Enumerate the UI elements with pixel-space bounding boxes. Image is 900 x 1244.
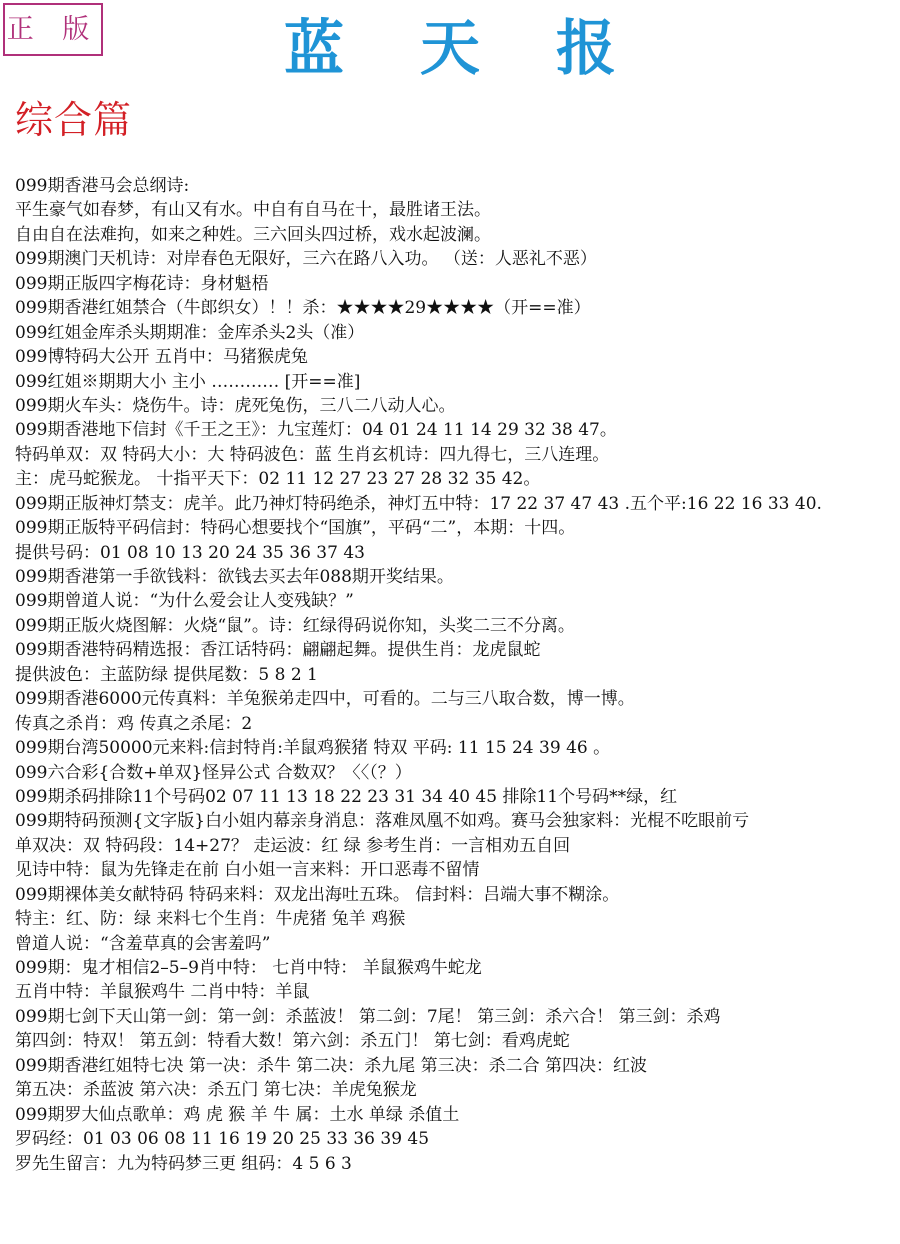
text-line: 099期正版火烧图解：火烧“鼠”。诗：红绿得码说你知，头奖二三不分离。: [15, 615, 575, 636]
text-line: 099期罗大仙点歌单：鸡 虎 猴 羊 牛 属：土水 单绿 杀值土: [15, 1104, 460, 1125]
text-line: 099红姐※期期大小 主小 ………… [开==准]: [15, 371, 361, 392]
text-line: 099六合彩{合数+单双}怪异公式 合数双？〈〈（？）: [15, 762, 412, 783]
text-line: 099期香港特码精选报：香江话特码：翩翩起舞。提供生肖：龙虎鼠蛇: [15, 640, 541, 661]
text-line: 099红姐金库杀头期期准：金库杀头2头（准）: [15, 322, 365, 343]
text-line: 099期香港红姐特七决 第一决：杀牛 第二决：杀九尾 第三决：杀二合 第四决：红波: [15, 1055, 648, 1076]
text-line: 见诗中特：鼠为先锋走在前 白小姐一言来料：开口恶毒不留情: [15, 860, 480, 881]
text-line: 099期裸体美女献特码 特码来料：双龙出海吐五珠。 信封料：吕端大事不糊涂。: [15, 884, 620, 905]
text-line: 099期曾道人说：“为什么爱会让人变残缺？”: [15, 591, 354, 612]
section-title: 综合篇: [15, 98, 133, 142]
text-line: 099期正版四字梅花诗：身材魁梧: [15, 273, 269, 294]
text-line: 099期火车头：烧伤牛。诗：虎死兔伤，三八二八动人心。: [15, 395, 456, 416]
text-line: 曾道人说：“含羞草真的会害羞吗”: [15, 933, 271, 954]
text-line: 099博特码大公开 五肖中：马猪猴虎兔: [15, 347, 308, 368]
text-line: 099期香港6000元传真料：羊兔猴弟走四中，可看的。二与三八取合数，博一博。: [15, 689, 635, 710]
text-line: 单双决：双 特码段：14+27？ 走运波：红 绿 参考生肖：一言相劝五自回: [15, 835, 571, 856]
text-line: 特码单双：双 特码大小：大 特码波色：蓝 生肖玄机诗：四九得七，三八连理。: [15, 444, 610, 465]
text-line: 提供号码：01 08 10 13 20 24 35 36 37 43: [15, 542, 365, 563]
text-line: 099期台湾50000元来料:信封特肖:羊鼠鸡猴猪 特双 平码: 11 15 24 39 46 。: [15, 738, 611, 759]
text-line: 099期香港地下信封《千王之王》：九宝莲灯：04 01 24 11 14 29 32 38 47。: [15, 420, 617, 441]
text-line: 099期：鬼才相信2–5–9肖中特： 七肖中特： 羊鼠猴鸡牛蛇龙: [15, 958, 482, 978]
text-line: 099期特码预测{文字版}白小姐内幕亲身消息：落难凤凰不如鸡。赛马会独家料：光棍不吃眼前亏: [15, 811, 750, 832]
text-line: 099期香港红姐禁合（牛郎织女）！！杀：★★★★29★★★★（开==准）: [15, 298, 591, 319]
text-line: 第四剑：特双！ 第五剑：特看大数！第六剑：杀五门！ 第七剑：看鸡虎蛇: [15, 1031, 570, 1052]
text-line: 平生豪气如春梦，有山又有水。中自有自马在十，最胜诸王法。: [15, 200, 491, 221]
text-line: 五肖中特：羊鼠猴鸡牛 二肖中特：羊鼠: [15, 982, 310, 1003]
text-line: 099期杀码排除11个号码02 07 11 13 18 22 23 31 34 40 45 排除11个号码**绿，红: [15, 786, 678, 807]
text-line: 主：虎马蛇猴龙。 十指平天下：02 11 12 27 23 27 28 32 35 42。: [15, 469, 541, 490]
text-line: 第五决：杀蓝波 第六决：杀五门 第七决：羊虎兔猴龙: [15, 1080, 417, 1101]
text-line: 099期七剑下天山第一剑：第一剑：杀蓝波！ 第二剑：7尾！ 第三剑：杀六合！ 第三剑：杀鸡: [15, 1006, 721, 1027]
text-line: 传真之杀肖：鸡 传真之杀尾：2: [15, 713, 253, 734]
content-lines: [15, 174, 900, 1176]
text-line: 罗码经：01 03 06 08 11 16 19 20 25 33 36 39 45: [15, 1129, 430, 1150]
text-line: 099期澳门天机诗：对岸春色无限好，三六在路八入功。 （送：人恶礼不恶）: [15, 249, 597, 270]
text-line: 099期香港马会总纲诗:: [15, 176, 190, 196]
text-line: 099期正版神灯禁支：虎羊。此乃神灯特码绝杀，神灯五中特：17 22 37 47 43 .五个平:16 22 16 33 40.: [15, 493, 822, 514]
edition-stamp: 正 版: [3, 3, 103, 56]
text-line: 自由自在法难拘，如来之种姓。三六回头四过桥，戏水起波澜。: [15, 224, 491, 245]
masthead-title: 蓝天报: [284, 14, 692, 84]
text-line: 罗先生留言：九为特码梦三更 组码：4 5 6 3: [15, 1153, 352, 1174]
text-line: 099期香港第一手欲钱料：欲钱去买去年088期开奖结果。: [15, 567, 454, 587]
text-line: 099期正版特平码信封：特码心想要找个“国旗”，平码“二”，本期：十四。: [15, 518, 576, 539]
text-line: 提供波色：主蓝防绿 提供尾数：5 8 2 1: [15, 664, 318, 685]
text-line: 特主：红、防：绿 来料七个生肖：牛虎猪 兔羊 鸡猴: [15, 909, 406, 930]
